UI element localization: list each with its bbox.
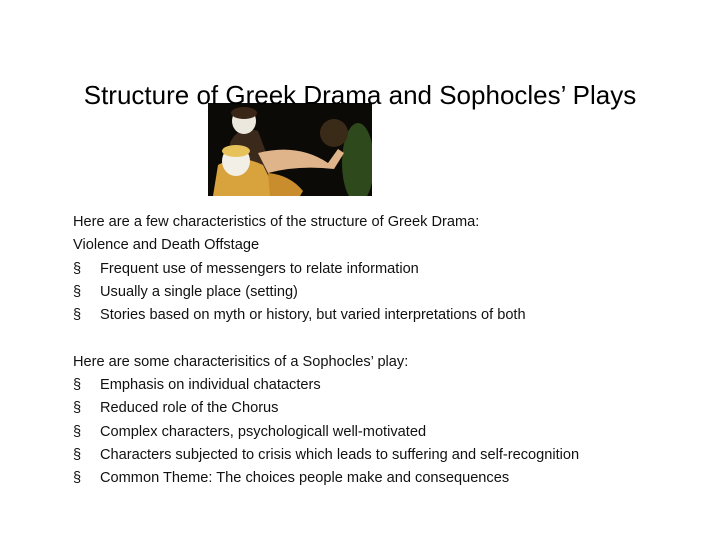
list-item-text: Stories based on myth or history, but varied interpretations of both — [100, 307, 526, 324]
list-item — [73, 397, 713, 420]
section-spacer — [73, 327, 713, 350]
slide-title: Structure of Greek Drama and Sophocles’ Plays — [83, 80, 637, 110]
list-item — [73, 467, 713, 490]
bullet-marker: § — [73, 423, 82, 440]
list-item-text: Reduced role of the Chorus — [100, 400, 279, 417]
bullet-marker: § — [73, 283, 82, 300]
bullet-marker: § — [73, 260, 82, 277]
bullet-marker: § — [73, 400, 82, 417]
list-item — [73, 444, 713, 467]
list-item — [73, 281, 713, 304]
list-item-text: Emphasis on individual chatacters — [100, 377, 321, 394]
list-item-text: Common Theme: The choices people make and consequences — [100, 470, 510, 487]
list-item-text: Characters subjected to crisis which leads to suffering and self-recognition — [100, 446, 580, 463]
bullet-marker: § — [73, 307, 82, 324]
slide-body — [73, 211, 713, 491]
theatre-actors-photo-icon — [208, 103, 372, 196]
section1-intro: Here are a few characteristics of the structure of Greek Drama: — [73, 214, 480, 230]
bullet-marker: § — [73, 470, 82, 487]
list-item-text: Complex characters, psychologicall well-motivated — [100, 423, 427, 440]
list-item — [73, 304, 713, 327]
bullet-marker: § — [73, 446, 82, 463]
list-item — [73, 374, 713, 397]
actors-photo — [208, 103, 372, 196]
list-item-text: Usually a single place (setting) — [100, 283, 298, 300]
section2-intro: Here are some characterisitics of a Sophocles’ play: — [73, 353, 409, 370]
bullet-marker: § — [73, 377, 82, 394]
section1-subheading: Violence and Death Offstage — [73, 237, 260, 254]
list-item-text: Frequent use of messengers to relate information — [100, 260, 419, 277]
list-item — [73, 258, 713, 281]
list-item — [73, 421, 713, 444]
